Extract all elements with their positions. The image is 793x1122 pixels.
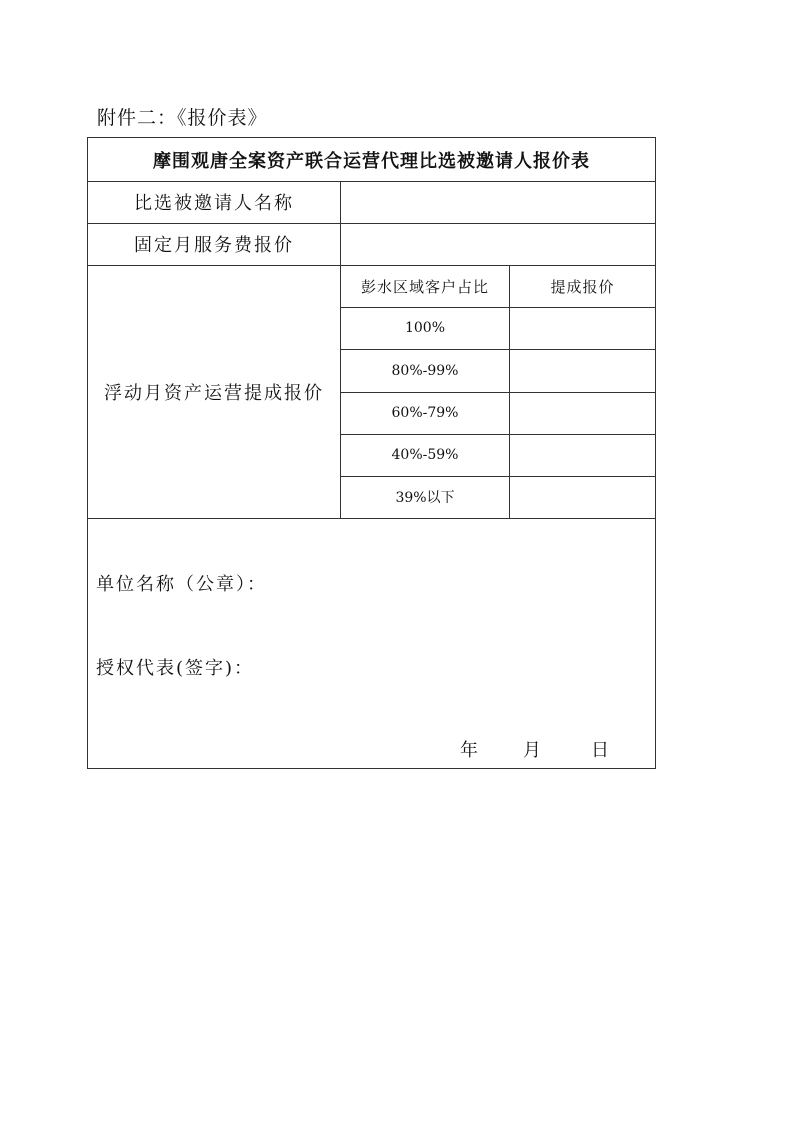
tier-ratio-40-59: 40%-59% [391, 447, 459, 463]
tier-commission-40-59[interactable] [510, 434, 655, 476]
fixed-fee-label: 固定月服务费报价 [134, 235, 294, 256]
unit-name-seal-label: 单位名称（公章）： [96, 574, 267, 595]
tier-ratio-below-39: 39%以下 [395, 490, 455, 506]
tier-ratio-100: 100% [404, 320, 446, 336]
date-year-label: 年 [460, 740, 478, 761]
invitee-name-label: 比选被邀请人名称 [134, 193, 294, 214]
date-month-label: 月 [523, 740, 541, 761]
customer-ratio-header: 彭水区域客户占比 [360, 277, 489, 296]
authorized-rep-signature-label: 授权代表(签字)： [96, 658, 255, 679]
tier-commission-100[interactable] [510, 307, 655, 349]
fixed-fee-field[interactable] [341, 223, 655, 265]
tier-ratio-80-99: 80%-99% [391, 362, 459, 379]
form-title: 摩围观唐全案资产联合运营代理比选被邀请人报价表 [153, 150, 590, 172]
tier-commission-below-39[interactable] [510, 476, 655, 518]
commission-header: 提成报价 [550, 277, 615, 296]
tier-commission-80-99[interactable] [510, 349, 655, 392]
attachment-label: 附件二：《报价表》 [97, 107, 268, 129]
tier-ratio-60-79: 60%-79% [391, 405, 459, 421]
invitee-name-field[interactable] [341, 181, 655, 223]
tier-commission-60-79[interactable] [510, 392, 655, 434]
floating-commission-label: 浮动月资产运营提成报价 [104, 382, 324, 404]
date-day-label: 日 [591, 740, 609, 761]
divider-floating [88, 518, 655, 519]
quotation-form [87, 137, 656, 769]
